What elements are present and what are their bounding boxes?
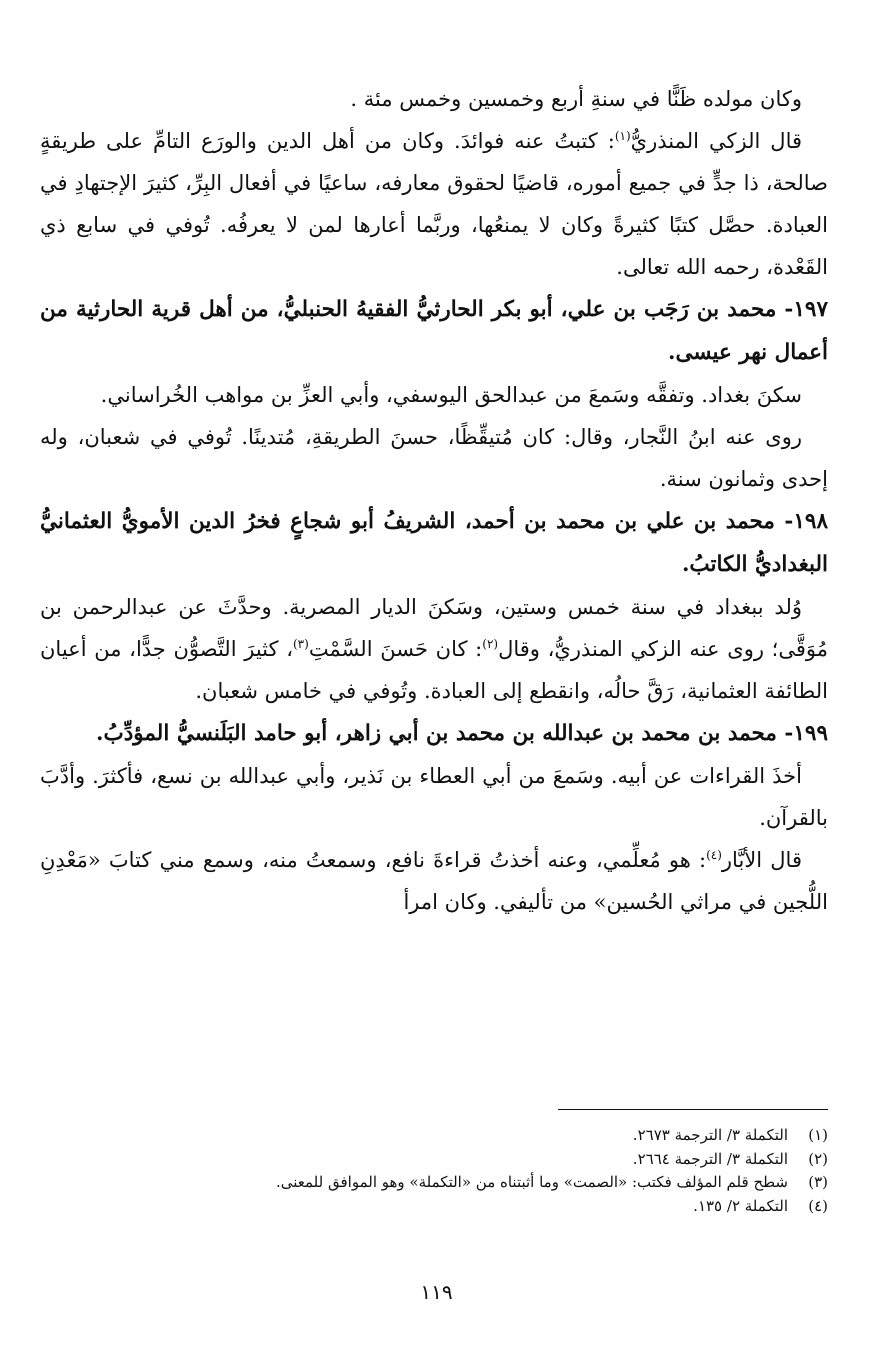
- footnote: [40, 1171, 828, 1195]
- footnote-text: التكملة ٣/ الترجمة ٢٦٧٣.: [632, 1126, 788, 1144]
- paragraph: قال الزكي المنذريُّ$^{(١)}$: كتبتُ عنه فوائدَ. وكان من أهل الدين والورَع التامِّ على طريقةٍ صالحة، ذا جدٍّ في جميع أموره، قاضيًا لحقوق معارفه، ساعيًا في أفعال البِرِّ، كثيرَ الإجتهادِ في العبادة. حصَّل كتبًا كثيرةً وكان لا يمنعُها، وربَّما أعارها لمن لا يعرفُه. تُوفي في سابع ذي القَعْدة، رحمه الله تعالى.: [40, 129, 828, 279]
- footnote-text: التكملة ٣/ الترجمة ٢٦٦٤.: [632, 1149, 788, 1168]
- paragraph: قال الأبَّار$^{(٤)}$: هو مُعلِّمي، وعنه أخذتُ قراءةَ نافع، وسمعتُ منه، وسمع مني كتابَ «مَعْدِنِ اللُّجين في مراثي الحُسين» من تأليفي. وكان امرأ: [40, 848, 828, 914]
- paragraph: وُلد ببغداد في سنة خمس وستين، وسَكنَ الديار المصرية. وحدَّثَ عن عبدالرحمن بن مُوَقَّى؛ روى عنه الزكي المنذريُّ، وقال$^{(٢)}$: كان حَسنَ السَّمْتِ$^{(٣)}$، كثيرَ التَّصوُّن جدًّا، من أعيان الطائفة العثمانية، رَقَّ حالُه، وانقطع إلى العبادة. وتُوفي في خامس شعبان.: [40, 595, 828, 703]
- footnote: [40, 1124, 828, 1148]
- footnote: [40, 1148, 828, 1172]
- page-number: ١١٩: [420, 1280, 453, 1304]
- footnote-ref: (٤): [706, 848, 722, 862]
- footnote-text: التكملة ٢/ ١٣٥.: [693, 1196, 788, 1215]
- footnotes: [40, 1124, 828, 1218]
- footnote-separator: [558, 1109, 828, 1110]
- footnote-text: شطح قلم المؤلف فكتب: «الصمت» وما أثبتناه من «التكملة» وهو الموافق للمعنى.: [275, 1173, 788, 1191]
- footnote-number: (٣): [808, 1173, 828, 1191]
- paragraph: وكان مولده ظَنًّا في سنةِ أربع وخمسين وخمس مئة .: [350, 87, 802, 111]
- paragraph: سكنَ بغداد. وتفقَّه وسَمعَ من عبدالحق اليوسفي، وأبي العزِّ بن مواهب الخُراساني.: [100, 383, 802, 407]
- footnote-number: (٤): [808, 1196, 828, 1215]
- footnote: [40, 1195, 828, 1219]
- footnote-number: (٢): [808, 1149, 828, 1168]
- paragraph: روى عنه ابنُ النَّجار، وقال: كان مُتيقِّظًا، حسنَ الطريقةِ، مُتدينًا. تُوفي في شعبان، وله إحدى وثمانون سنة.: [40, 425, 828, 491]
- footnote-ref: (٢): [482, 637, 499, 651]
- entry-heading-199: ١٩٩- محمد بن محمد بن عبدالله بن محمد بن أبي زاهر، أبو حامد البَلَنسيُّ المؤدِّبُ.: [95, 721, 828, 746]
- footnote-ref: (٣): [292, 637, 309, 651]
- footnote-ref: (١): [614, 129, 631, 143]
- main-text: [40, 78, 828, 923]
- entry-heading-197: ١٩٧- محمد بن رَجَب بن علي، أبو بكر الحارثيُّ الفقيهُ الحنبليُّ، من أهل قرية الحارثية من أعمال نهر عيسى.: [40, 297, 828, 365]
- entry-heading-198: ١٩٨- محمد بن علي بن محمد بن أحمد، الشريفُ أبو شجاعٍ فخرُ الدين الأمويُّ العثمانيُّ البغداديُّ الكاتبُ.: [40, 509, 828, 577]
- paragraph: أخذَ القراءات عن أبيه. وسَمعَ من أبي العطاء بن نَذير، وأبي عبدالله بن نسع، فأكثرَ. وأدَّبَ بالقرآن.: [40, 764, 828, 830]
- footnote-number: (١): [808, 1126, 828, 1144]
